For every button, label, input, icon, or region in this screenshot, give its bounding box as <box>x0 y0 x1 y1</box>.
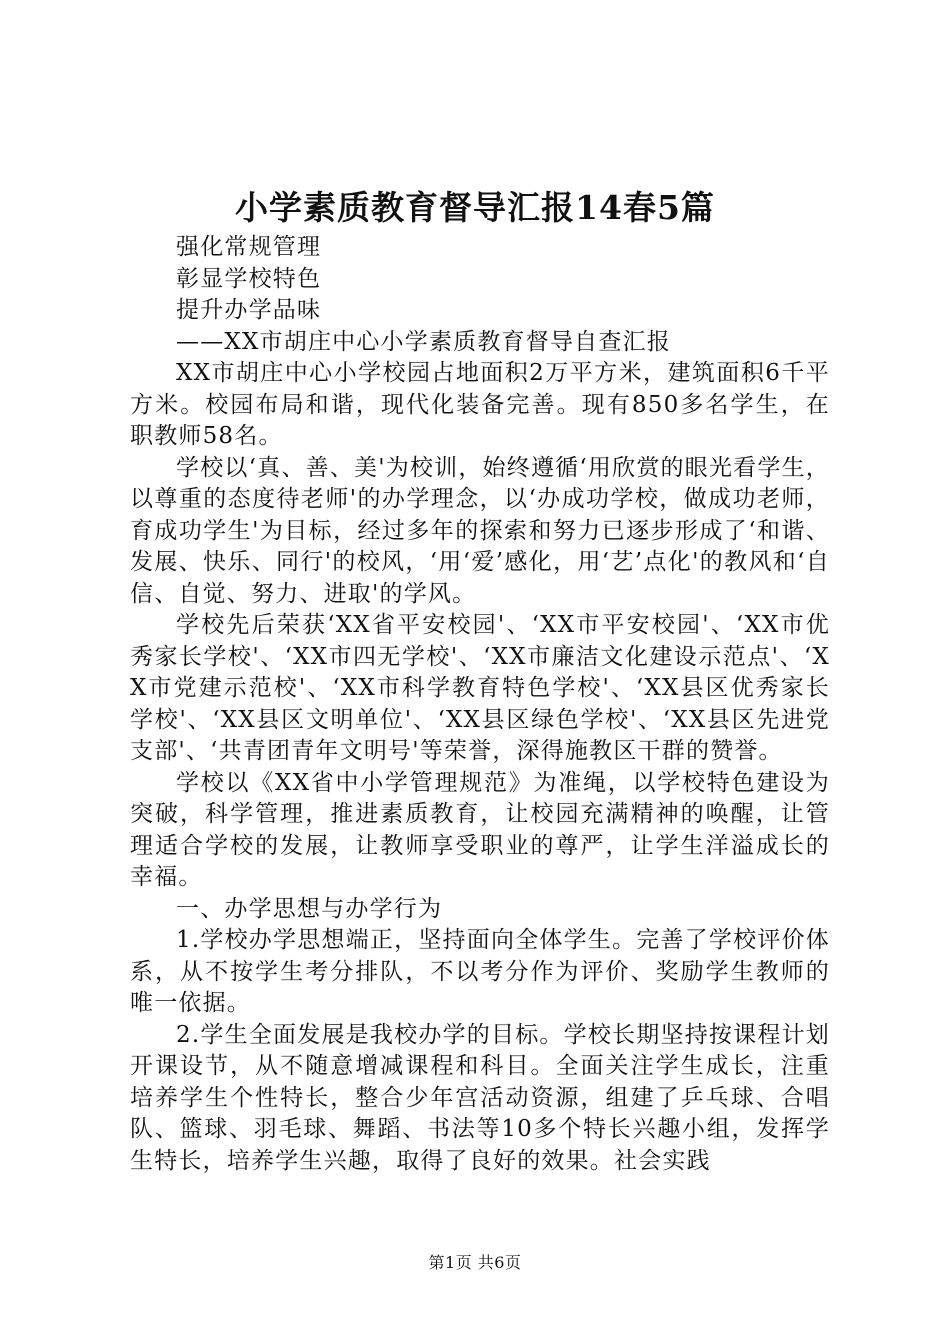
byline: ——XX市胡庄中心小学素质教育督导自查汇报 <box>176 328 671 355</box>
section-heading: 一、办学思想与办学行为 <box>176 895 443 922</box>
subtitle-line: 强化常规管理 <box>176 234 322 260</box>
section-item: 2.学生全面发展是我校办学的目标。学校长期坚持按课程计划开课设节，从不随意增减课程和科目。全面关注学生成长，注重培养学生个性特长，整合少年宫活动资源，组建了乒乓球、合唱队、篮球、羽毛球、舞蹈、书法等10多个特长兴趣小组，发挥学生特长，培养学生兴趣，取得了良好的效果。社会实践 <box>130 1021 830 1174</box>
subtitle-line: 彰显学校特色 <box>176 265 322 292</box>
page-number-footer: 第1页 共6页 <box>428 1253 522 1272</box>
paragraph: 学校以《XX省中小学管理规范》为准绳，以学校特色建设为突破，科学管理，推进素质教育，让校园充满精神的唤醒，让管理适合学校的发展，让教师享受职业的尊严，让学生洋溢成长的幸福。 <box>130 769 830 890</box>
document-title: 小学素质教育督导汇报14春5篇 <box>235 188 715 227</box>
paragraph: 学校以‘真、善、美'为校训，始终遵循‘用欣赏的眼光看学生，以尊重的态度待老师'的办学理念，以‘办成功学校，做成功老师，育成功学生'为目标，经过多年的探索和努力已逐步形成了‘和谐、发展、快乐、同行'的校风，‘用‘爱’感化，用‘艺’点化'的教风和‘自信、自觉、努力、进取'的学风。 <box>130 454 830 607</box>
document-body <box>130 232 830 1177</box>
paragraph: 学校先后荣获‘XX省平安校园'、‘XX市平安校园'、‘XX市优秀家长学校'、‘XX市四无学校'、‘XX市廉洁文化建设示范点'、‘XX市党建示范校'、‘XX市科学教育特色学校'、‘XX县区优秀家长学校'、‘XX县区文明单位'、‘XX县区绿色学校'、‘XX县区先进党支部'、‘共青团青年文明号'等荣誉，深得施教区干群的赞誉。 <box>130 612 830 764</box>
section-item: 1.学校办学思想端正，坚持面向全体学生。完善了学校评价体系，从不按学生考分排队，不以考分作为评价、奖励学生教师的唯一依据。 <box>130 927 830 1016</box>
subtitle-line: 提升办学品味 <box>176 297 322 323</box>
paragraph: XX市胡庄中心小学校园占地面积2万平方米，建筑面积6千平方米。校园布局和谐，现代化装备完善。现有850多名学生，在职教师58名。 <box>130 360 830 449</box>
